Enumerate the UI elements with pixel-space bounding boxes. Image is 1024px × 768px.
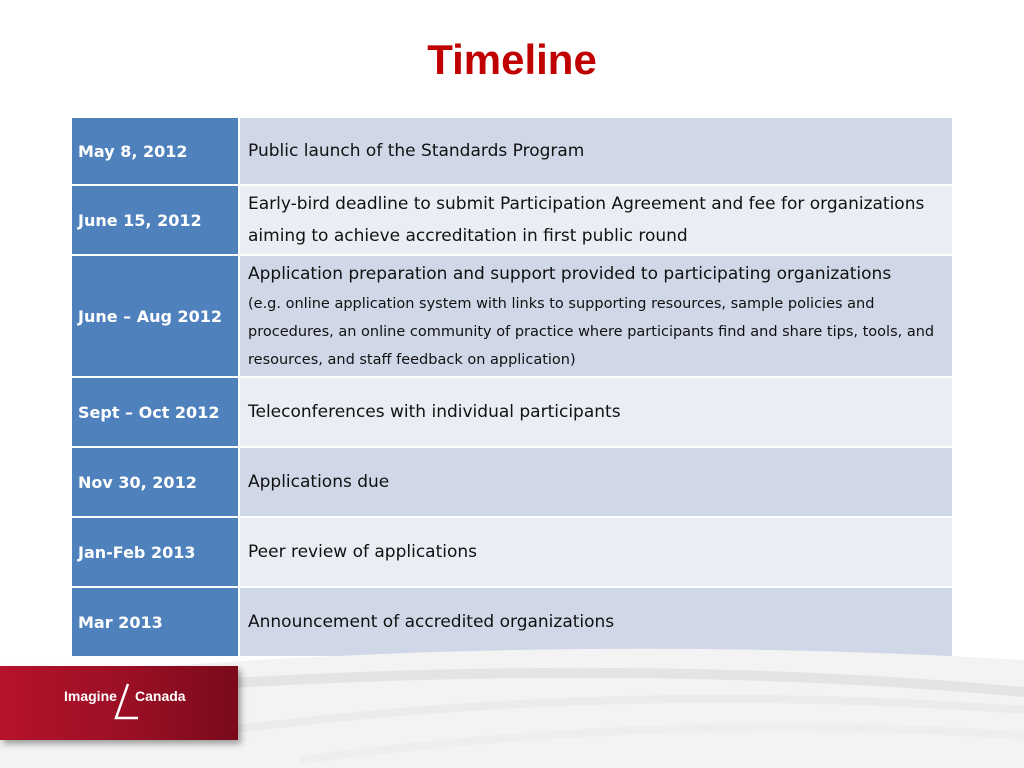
timeline-date: June – Aug 2012: [71, 255, 239, 377]
timeline-description: Early-bird deadline to submit Participation Agreement and fee for organizations aiming to achieve accreditation in first public round: [239, 185, 953, 255]
table-row: [71, 377, 953, 447]
timeline-description-main: Application preparation and support provided to participating organizations: [248, 264, 892, 284]
timeline-date: Jan-Feb 2013: [71, 517, 239, 587]
timeline-date: Nov 30, 2012: [71, 447, 239, 517]
timeline-date: Sept – Oct 2012: [71, 377, 239, 447]
logo-word-canada: Canada: [135, 688, 186, 704]
timeline-description: Applications due: [239, 447, 953, 517]
table-row: [71, 185, 953, 255]
table-row: [71, 447, 953, 517]
timeline-date: June 15, 2012: [71, 185, 239, 255]
timeline-description: Teleconferences with individual participants: [239, 377, 953, 447]
timeline-description: [239, 255, 953, 377]
timeline-date: Mar 2013: [71, 587, 239, 657]
timeline-description: Peer review of applications: [239, 517, 953, 587]
timeline-description: Announcement of accredited organizations: [239, 587, 953, 657]
timeline-table: [70, 116, 954, 658]
table-row: [71, 117, 953, 185]
logo-word-imagine: Imagine: [64, 688, 117, 704]
timeline-date: May 8, 2012: [71, 117, 239, 185]
timeline-description: Public launch of the Standards Program: [239, 117, 953, 185]
timeline-description-note: (e.g. online application system with links to supporting resources, sample policies and procedures, an online community of practice where participants find and share tips, tools, and resources, and staff feedback on application): [248, 296, 935, 368]
slide-title: Timeline: [427, 36, 597, 83]
table-row: [71, 255, 953, 377]
table-row: [71, 517, 953, 587]
